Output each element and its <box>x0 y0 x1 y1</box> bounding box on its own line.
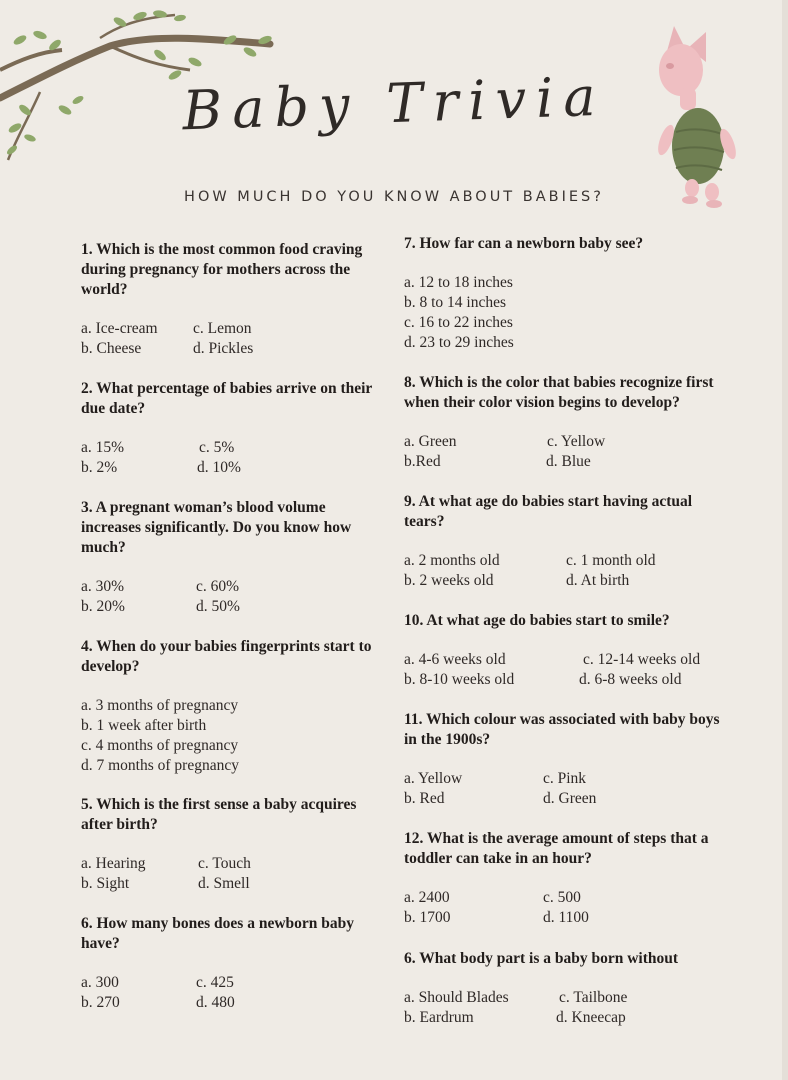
answer-options <box>81 577 381 617</box>
question-text: 7. How far can a newborn baby see? <box>404 235 644 252</box>
question-1 <box>81 240 381 359</box>
question-text: 3. A pregnant woman’s blood volume increases significantly. Do you know how much? <box>81 499 352 556</box>
option-b: b. Cheese <box>81 340 142 357</box>
option-d: d. 6-8 weeks old <box>579 671 682 688</box>
option-b: b. 20% <box>81 598 125 615</box>
option-a: a. 15% <box>81 439 125 456</box>
option-a: a. Yellow <box>404 770 463 787</box>
answer-options <box>81 319 381 359</box>
option-c: c. Tailbone <box>559 989 628 1006</box>
option-c: c. Touch <box>198 855 251 872</box>
option-c: c. Pink <box>543 770 587 787</box>
question-7 <box>404 234 734 353</box>
option-d: d. 7 months of pregnancy <box>81 757 239 774</box>
option-a: a. 30% <box>81 578 125 595</box>
question-3 <box>81 498 381 617</box>
option-a: a. Green <box>404 433 457 450</box>
answer-options <box>404 888 734 928</box>
option-c: c. 16 to 22 inches <box>404 314 513 331</box>
option-a: a. Hearing <box>81 855 146 872</box>
question-text: 6. What body part is a baby born without <box>404 950 679 967</box>
answer-options <box>81 973 381 1013</box>
question-text: 5. Which is the first sense a baby acquires after birth? <box>81 796 357 833</box>
answer-options <box>404 551 734 591</box>
question-text: 8. Which is the color that babies recognize first when their color vision begins to develop? <box>404 374 714 411</box>
page-subtitle: HOW MUCH DO YOU KNOW ABOUT BABIES? <box>184 189 604 205</box>
answer-options <box>404 273 734 353</box>
question-text: 6. How many bones does a newborn baby have? <box>81 915 355 952</box>
option-d: d. 480 <box>196 994 235 1011</box>
option-b: b. 8-10 weeks old <box>404 671 515 688</box>
option-b: b. Sight <box>81 875 130 892</box>
answer-options <box>81 438 381 478</box>
question-6 <box>81 914 381 1013</box>
option-a: a. Should Blades <box>404 989 509 1006</box>
option-d: d. Smell <box>198 875 250 892</box>
option-d: d. 23 to 29 inches <box>404 334 514 351</box>
option-d: d. Pickles <box>193 340 254 357</box>
option-c: c. 1 month old <box>566 552 656 569</box>
option-b: b. Eardrum <box>404 1009 474 1026</box>
option-d: d. Green <box>543 790 597 807</box>
question-text: 2. What percentage of babies arrive on their due date? <box>81 380 373 417</box>
option-b: b. 2 weeks old <box>404 572 494 589</box>
option-a: a. 4-6 weeks old <box>404 651 506 668</box>
question-8 <box>404 373 734 472</box>
option-b: b. 1700 <box>404 909 451 926</box>
answer-options <box>81 696 381 776</box>
option-c: c. Lemon <box>193 320 252 337</box>
question-13 <box>404 949 734 1028</box>
option-a: a. 2 months old <box>404 552 500 569</box>
question-4 <box>81 637 381 776</box>
question-11 <box>404 710 734 809</box>
option-a: a. 12 to 18 inches <box>404 274 513 291</box>
option-a: a. Ice-cream <box>81 320 158 337</box>
answer-options <box>404 432 734 472</box>
option-a: a. 2400 <box>404 889 450 906</box>
option-a: a. 300 <box>81 974 119 991</box>
question-text: 10. At what age do babies start to smile? <box>404 612 670 629</box>
question-5 <box>81 795 381 894</box>
option-d: d. At birth <box>566 572 630 589</box>
question-text: 4. When do your babies fingerprints start to develop? <box>81 638 372 675</box>
option-c: c. 60% <box>196 578 240 595</box>
question-9 <box>404 492 734 591</box>
answer-options <box>404 988 734 1028</box>
question-text: 1. Which is the most common food craving during pregnancy for mothers across the world? <box>81 241 363 298</box>
question-text: 9. At what age do babies start having actual tears? <box>404 493 693 530</box>
option-c: c. 5% <box>199 439 235 456</box>
question-12 <box>404 829 734 928</box>
option-c: c. Yellow <box>547 433 606 450</box>
question-text: 11. Which colour was associated with baby boys in the 1900s? <box>404 711 720 748</box>
answer-options <box>81 854 381 894</box>
option-d: d. 10% <box>197 459 241 476</box>
page-title: Baby Trivia <box>181 64 607 143</box>
question-2 <box>81 379 381 478</box>
option-b: b.Red <box>404 453 441 470</box>
option-c: c. 4 months of pregnancy <box>81 737 239 754</box>
question-10 <box>404 611 734 690</box>
option-d: d. Blue <box>546 453 591 470</box>
option-b: b. 8 to 14 inches <box>404 294 507 311</box>
option-d: d. Kneecap <box>556 1009 626 1026</box>
option-c: c. 500 <box>543 889 581 906</box>
answer-options <box>404 769 734 809</box>
option-b: b. 2% <box>81 459 118 476</box>
option-d: d. 1100 <box>543 909 589 926</box>
option-b: b. 1 week after birth <box>81 717 207 734</box>
question-text: 12. What is the average amount of steps that a toddler can take in an hour? <box>404 830 709 867</box>
sheet-edge <box>782 0 788 1080</box>
option-d: d. 50% <box>196 598 240 615</box>
option-a: a. 3 months of pregnancy <box>81 697 239 714</box>
option-b: b. Red <box>404 790 445 807</box>
option-c: c. 425 <box>196 974 234 991</box>
answer-options <box>404 650 734 690</box>
option-b: b. 270 <box>81 994 120 1011</box>
option-c: c. 12-14 weeks old <box>583 651 701 668</box>
